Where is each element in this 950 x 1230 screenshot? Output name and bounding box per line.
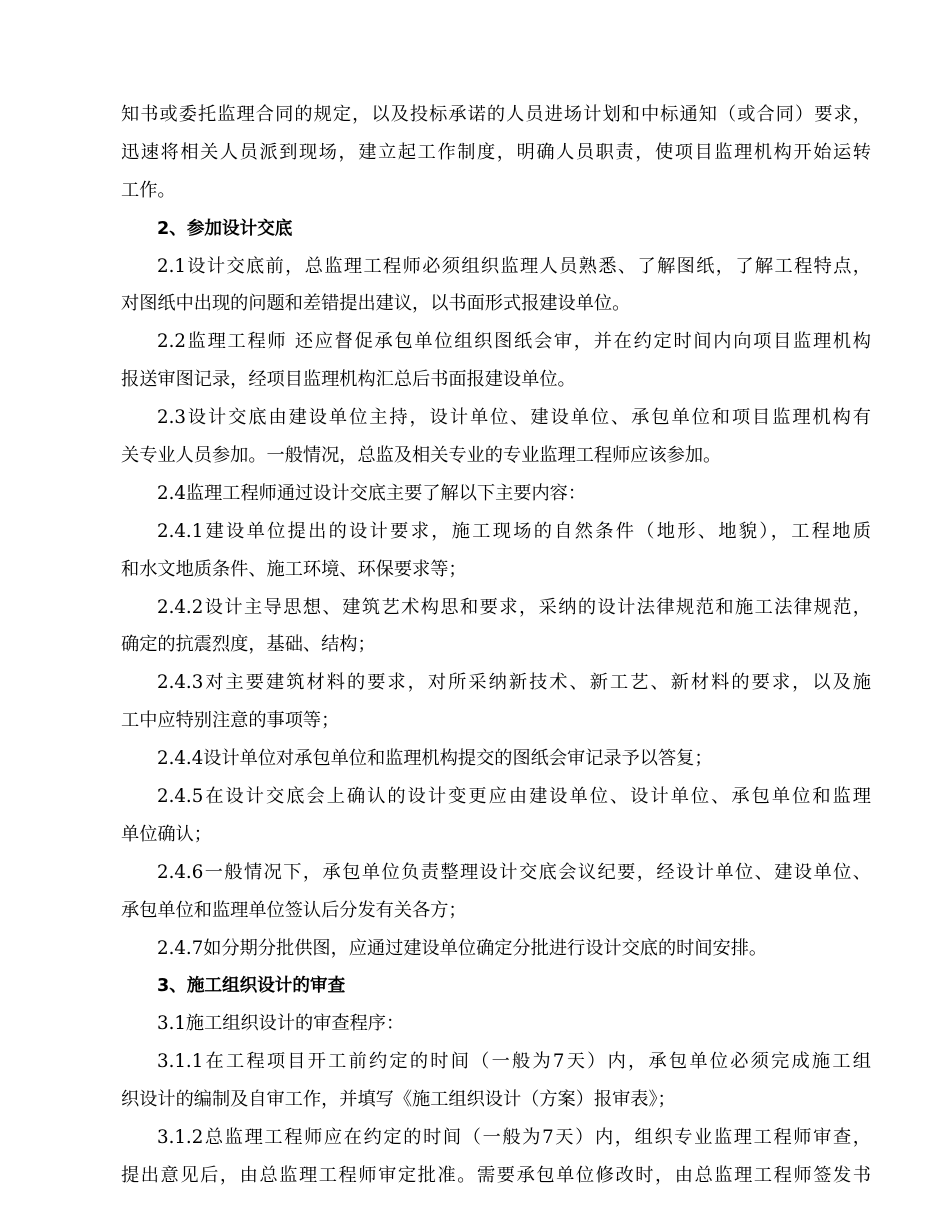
line-text: 2.4.5在设计交底会上确认的设计变更应由建设单位、设计单位、承包单位和监理 xyxy=(157,786,871,808)
paragraph-line xyxy=(121,361,871,399)
paragraph-line xyxy=(121,551,871,589)
paragraph-line xyxy=(121,1119,871,1157)
line-text: 2.1设计交底前，总监理工程师必须组织监理人员熟悉、了解图纸，了解工程特点， xyxy=(157,255,871,277)
line-text: 关专业人员参加。一般情况，总监及相关专业的专业监理工程师应该参加。 xyxy=(121,445,722,467)
line-text: 和水文地质条件、施工环境、环保要求等； xyxy=(121,558,467,580)
paragraph-line xyxy=(121,854,871,892)
line-text: 承包单位和监理单位签认后分发有关各方； xyxy=(121,899,467,921)
line-text: 2.4.2设计主导思想、建筑艺术构思和要求，采纳的设计法律规范和施工法律规范， xyxy=(157,596,871,618)
paragraph-line xyxy=(121,513,871,551)
paragraph-line xyxy=(121,664,871,702)
paragraph-line xyxy=(121,892,871,930)
line-text: 提出意见后，由总监理工程师审定批准。需要承包单位修改时，由总监理工程师签发书 xyxy=(121,1164,871,1186)
paragraph-line xyxy=(121,740,871,778)
heading-text: 3、施工组织设计的审查 xyxy=(157,976,346,997)
line-text: 3.1施工组织设计的审查程序： xyxy=(157,1013,405,1035)
line-text: 单位确认； xyxy=(121,823,212,845)
line-text: 2.4.1建设单位提出的设计要求，施工现场的自然条件（地形、地貌），工程地质 xyxy=(157,520,871,542)
paragraph-line xyxy=(121,589,871,627)
line-text: 2.4.4设计单位对承包单位和监理机构提交的图纸会审记录予以答复； xyxy=(157,748,713,770)
line-text: 3.1.2总监理工程师应在约定的时间（一般为7天）内，组织专业监理工程师审查， xyxy=(157,1127,871,1149)
section-heading xyxy=(121,967,871,1005)
section-heading xyxy=(121,210,871,248)
paragraph-line xyxy=(121,437,871,475)
line-text: 2.4.7如分期分批供图，应通过建设单位确定分批进行设计交底的时间安排。 xyxy=(157,937,768,959)
paragraph-line xyxy=(121,248,871,286)
paragraph-line xyxy=(121,778,871,816)
line-text: 2.4.3对主要建筑材料的要求，对所采纳新技术、新工艺、新材料的要求，以及施 xyxy=(157,672,871,694)
line-text: 迅速将相关人员派到现场，建立起工作制度，明确人员职责，使项目监理机构开始运转 xyxy=(121,141,871,163)
paragraph-line xyxy=(121,323,871,361)
paragraph-line xyxy=(121,1157,871,1195)
line-text: 知书或委托监理合同的规定，以及投标承诺的人员进场计划和中标通知（或合同）要求， xyxy=(121,104,871,125)
paragraph-line xyxy=(121,816,871,854)
line-text: 报送审图记录，经项目监理机构汇总后书面报建设单位。 xyxy=(121,369,576,391)
paragraph-line xyxy=(121,1043,871,1081)
heading-text: 2、参加设计交底 xyxy=(157,218,293,239)
paragraph-line xyxy=(121,1005,871,1043)
line-text: 织设计的编制及自审工作，并填写《施工组织设计（方案）报审表》； xyxy=(121,1089,676,1111)
paragraph-line xyxy=(121,626,871,664)
line-text: 3.1.1在工程项目开工前约定的时间（一般为7天）内，承包单位必须完成施工组 xyxy=(157,1051,871,1073)
line-text: 2.4监理工程师通过设计交底主要了解以下主要内容： xyxy=(157,482,587,504)
paragraph-line xyxy=(121,96,871,134)
line-text: 对图纸中出现的问题和差错提出建议，以书面形式报建设单位。 xyxy=(121,293,631,315)
paragraph-line xyxy=(121,475,871,513)
line-text: 2.2监理工程师 还应督促承包单位组织图纸会审，并在约定时间内向项目监理机构 xyxy=(157,331,871,353)
line-text: 2.4.6一般情况下，承包单位负责整理设计交底会议纪要，经设计单位、建设单位、 xyxy=(157,861,871,883)
line-text: 2.3设计交底由建设单位主持，设计单位、建设单位、承包单位和项目监理机构有 xyxy=(157,407,871,429)
line-text: 工中应特别注意的事项等； xyxy=(121,710,340,732)
paragraph-line xyxy=(121,285,871,323)
paragraph-line xyxy=(121,399,871,437)
paragraph-line xyxy=(121,172,871,210)
paragraph-line xyxy=(121,134,871,172)
line-text: 确定的抗震烈度，基础、结构； xyxy=(121,634,376,656)
paragraph-line xyxy=(121,930,871,968)
line-text: 工作。 xyxy=(121,179,176,201)
paragraph-line xyxy=(121,1081,871,1119)
document-body xyxy=(121,96,871,1195)
paragraph-line xyxy=(121,702,871,740)
